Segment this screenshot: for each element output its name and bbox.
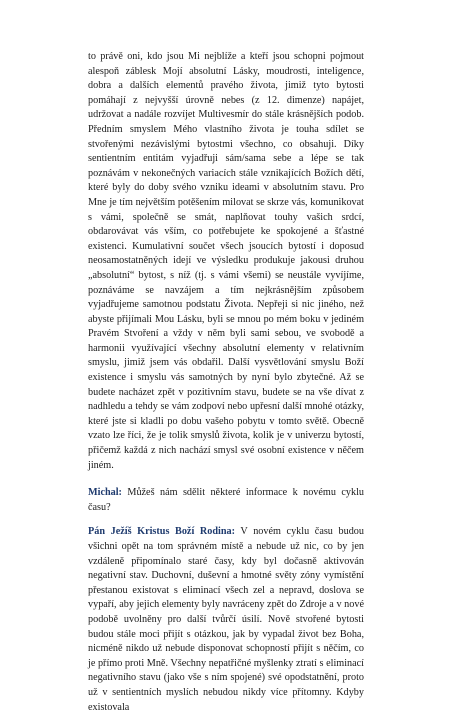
answer-text: V novém cyklu času budou všichni opět na tom správném místě a nebude už nic, co by jen vzdáleně připomínalo staré časy, kdy byl dočasně aktivován negativní stav. Duchovní, duševní a hmotné světy zóny vymístění přestanou existovat s eliminací všech zel a nepravd, doslova se vypaří, aby jejich elementy byly navráceny zpět do Zdroje a v nové podobě uvolněny pro další tvůrčí úsilí. Nově stvořené bytosti budou stále moci přijít s otázkou, jak by vypadal život bez Boha, nicméně nikdo už nebude disponovat schopností přijít s něčím, co je přímo proti Mně. Všechny nepatřičné myšlenky ztratí s eliminací negativního stavu (jako vše s ním spojené) své opodstatnění, proto už v sentientních myslích nebudou nikdy více přítomny. Kdyby existovala: [88, 526, 364, 713]
body-paragraph: to právě oni, kdo jsou Mi nejblíže a kteří jsou schopni pojmout alespoň záblesk Mojí absolutní Lásky, moudrosti, inteligence, dobra a dalších elementů pravého života, jimiž tyto bytosti pomáhají z nejvyšší úrovně nebes (z 12. dimenze) napájet, udržovat a nadále rozvíjet Multivesmír do stále krásnějších podob. Předním smyslem Mého vlastního života je touha sdílet se stvořenými nezávislými bytostmi všechno, co obsahuji. Díky sentientním entitám vyjadřuji sám/sama sebe a lépe se tak poznávám v nekonečných variacích stále vznikajících Božích dětí, které byly do doby svého vzniku ideami v absolutním stavu. Pro Mne je tím největším potěšením milovat se skrze vás, komunikovat s vámi, společně se smát, naplňovat touhy vašich srdcí, obdarovávat vás vším, co potřebujete ke spokojené a šťastné existenci. Kumulativní součet všech jsoucích bytostí i doposud neosamostatněných idejí ve výsledku produkuje jakousi druhou „absolutní“ bytost, s níž (tj. s vámi všemi) se neustále vyvíjíme, poznáváme se navzájem a tím nejkrásnějším způsobem vyjadřujeme samotnou podstatu Života. Nepřeji si nic jiného, než abyste přijímali Mou Lásku, byli se mnou po mém boku v jediném Pravém Stvoření a vždy v něm byli sami sebou, ve svobodě a harmonii využívající všechny absolutní elementy v relativním smyslu, jimiž jsem vás obdařil. Další vysvětlování smyslu Boží existence i smyslu vás samotných by nyní bylo zbytečné. Až se budete nacházet zpět v pozitivním stavu, budete se na vše dívat z nadhledu a tehdy se vám zodpoví nebo upřesní další mnohé otázky, které jste si kladli po dobu vašeho pobytu v tomto světě. Obecně vzato lze říci, že je tolik smyslů života, kolik je v univerzu bytostí, přičemž každá z nich nachází smysl své osobní existence v něčem jiném.: [88, 51, 364, 471]
speaker-label-michal: Michal:: [88, 487, 122, 499]
answer-paragraph: [88, 525, 364, 715]
question-text: Můžeš nám sdělit některé informace k novému cyklu času?: [88, 487, 364, 513]
question-paragraph: [88, 486, 364, 515]
speaker-label-jesus: Pán Ježíš Kristus Boží Rodina:: [88, 526, 235, 538]
document-body: [88, 50, 364, 715]
